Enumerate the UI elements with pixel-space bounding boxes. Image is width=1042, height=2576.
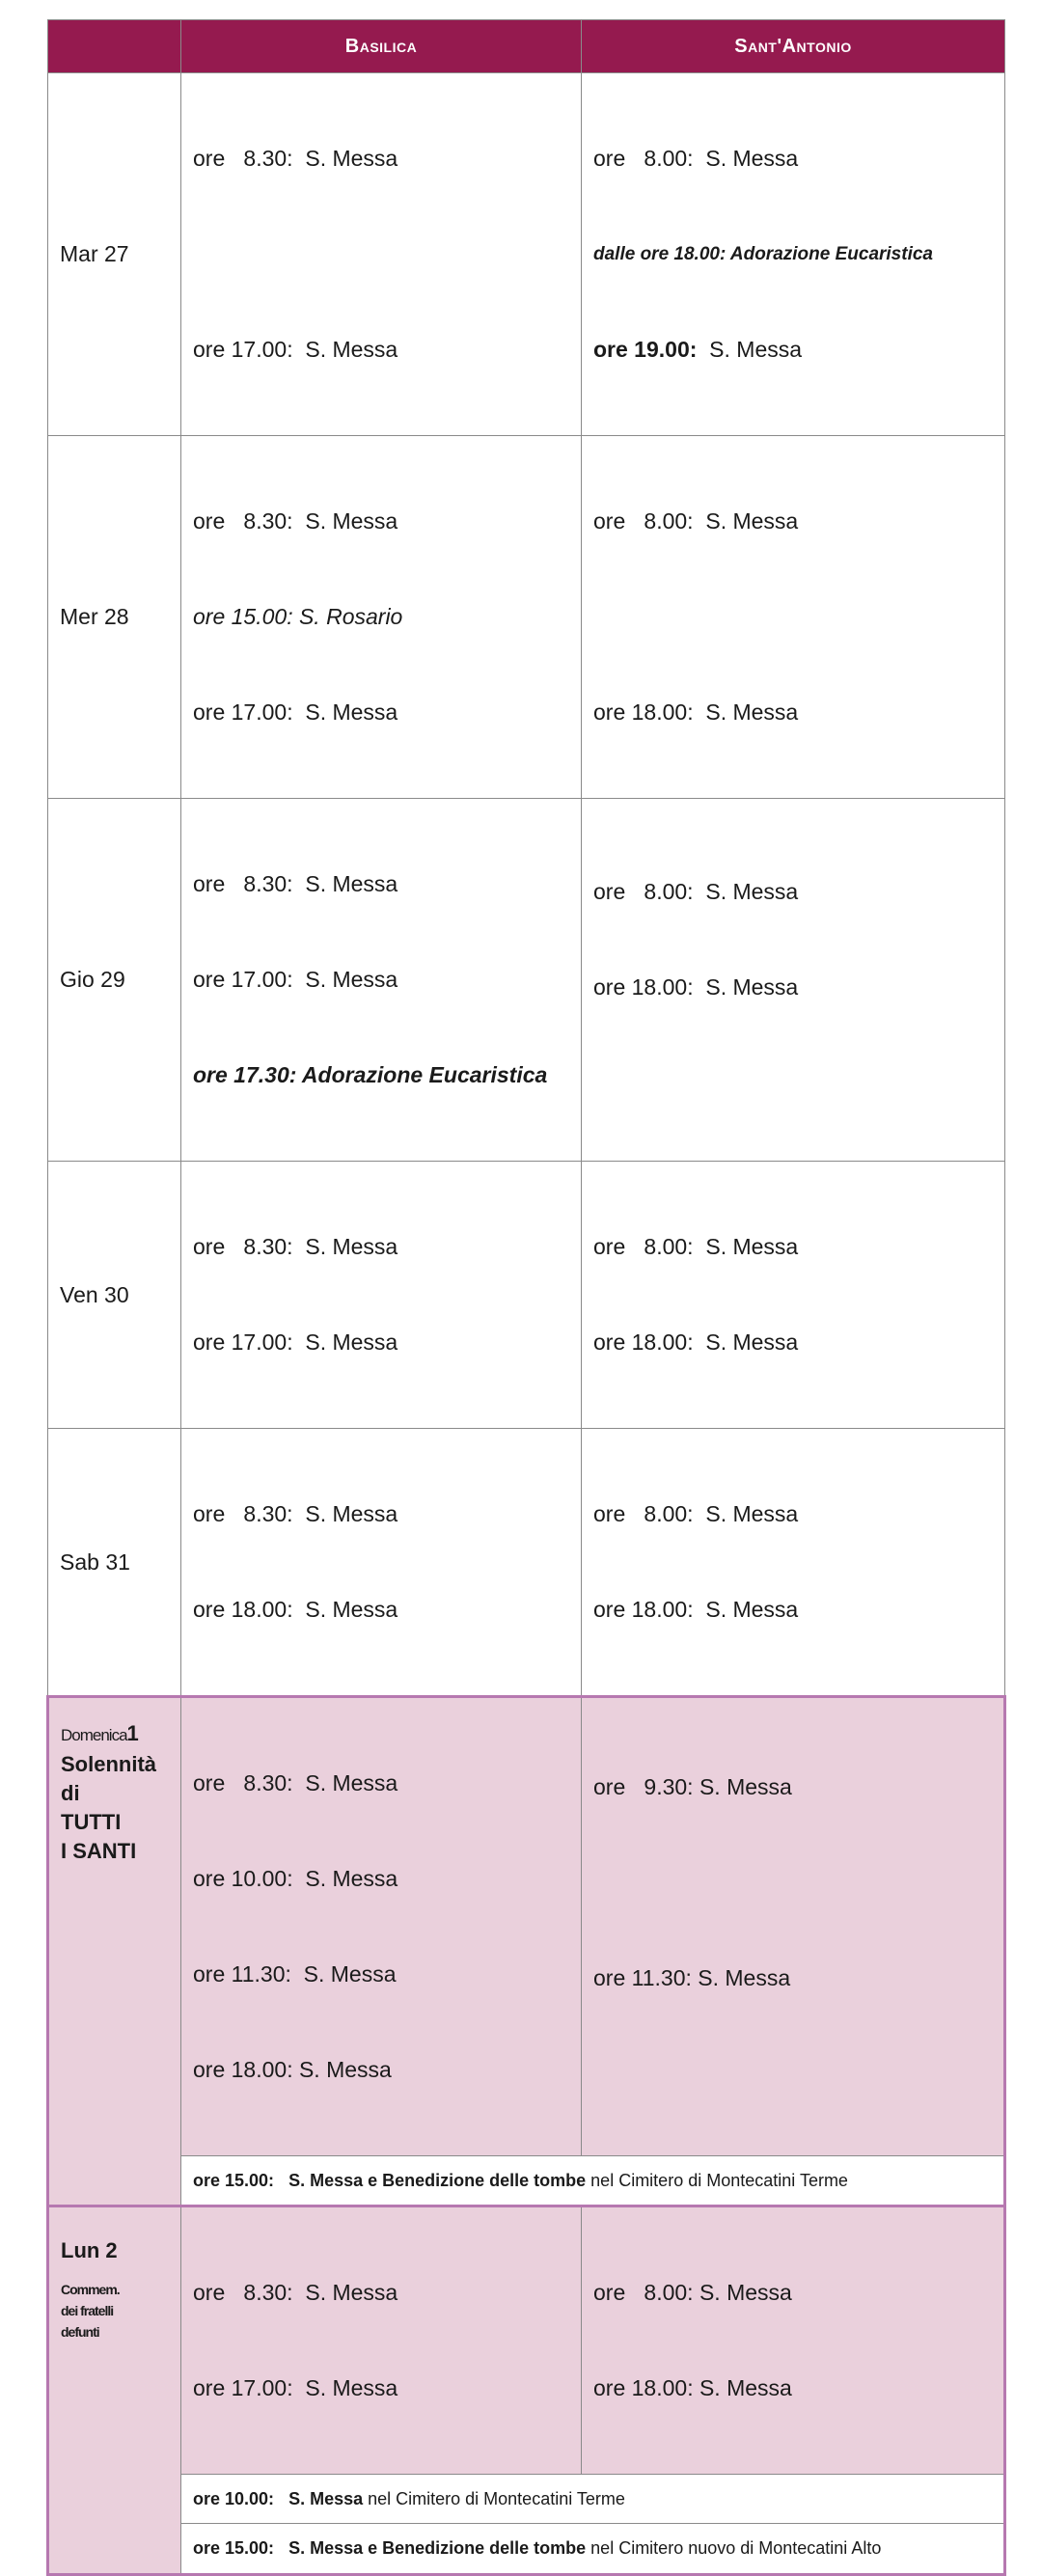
sunday-title-line: TUTTI <box>61 1810 122 1834</box>
monday-cemetery-note <box>181 2475 1005 2524</box>
day-label: Ven 30 <box>48 1162 181 1429</box>
monday-row <box>48 2206 1005 2475</box>
santantonio-cell <box>582 1162 1005 1429</box>
schedule-line: ore 8.30: S. Messa <box>193 1234 398 1259</box>
day-row <box>48 1429 1005 1697</box>
day-label: Mer 28 <box>48 436 181 799</box>
schedule-line: ore 8.00: S. Messa <box>593 879 799 904</box>
day-label: Gio 29 <box>48 799 181 1162</box>
basilica-cell <box>181 73 582 436</box>
schedule-line: ore 8.30: S. Messa <box>193 1770 398 1795</box>
note-event: S. Messa e Benedizione delle tombe <box>288 2170 587 2190</box>
schedule-line: ore 11.30: S. Messa <box>593 1965 791 1990</box>
schedule-line: ore 8.30: S. Messa <box>193 1501 398 1526</box>
schedule-line <box>193 238 571 270</box>
schedule-line: ore 8.30: S. Messa <box>193 871 398 896</box>
monday-subtitle-line: defunti <box>61 2324 99 2340</box>
day-row <box>48 799 1005 1162</box>
schedule-line: ore 8.00: S. Messa <box>593 508 799 534</box>
note-place: nel Cimitero di Montecatini Terme <box>586 2170 848 2190</box>
day-row <box>48 436 1005 799</box>
mass-schedule-table <box>46 19 1006 2576</box>
day-row <box>48 73 1005 436</box>
schedule-line: ore 8.00: S. Messa <box>593 2280 792 2305</box>
schedule-line: ore 17.00: S. Messa <box>193 337 398 362</box>
schedule-line: ore 17.00: S. Messa <box>193 1329 398 1355</box>
schedule-line: ore 17.00: S. Messa <box>193 967 398 992</box>
day-row <box>48 1162 1005 1429</box>
note-time: ore 15.00: <box>193 2538 275 2558</box>
schedule-line <box>593 334 995 366</box>
day-label: Sab 31 <box>48 1429 181 1697</box>
santantonio-cell <box>582 799 1005 1162</box>
basilica-cell <box>181 1429 582 1697</box>
schedule-line: ore 17.00: S. Messa <box>193 699 398 725</box>
schedule-line: ore 15.00: S. Rosario <box>193 604 403 629</box>
monday-subtitle-line: Commem. <box>61 2282 120 2297</box>
header-corner <box>48 20 181 73</box>
schedule-line: ore 18.00: S. Messa <box>193 2057 392 2082</box>
schedule-line: ore 8.30: S. Messa <box>193 146 398 171</box>
schedule-line: ore 8.00: S. Messa <box>593 1234 799 1259</box>
schedule-line: ore 8.30: S. Messa <box>193 508 398 534</box>
santantonio-cell <box>582 436 1005 799</box>
header-row <box>48 20 1005 73</box>
santantonio-cell <box>582 1429 1005 1697</box>
schedule-line: ore 8.00: S. Messa <box>593 146 799 171</box>
schedule-document <box>46 19 1003 2576</box>
basilica-cell <box>181 799 582 1162</box>
header-basilica: Basilica <box>181 20 582 73</box>
monday-label <box>48 2206 181 2575</box>
schedule-line: ore 8.30: S. Messa <box>193 2280 398 2305</box>
schedule-line: ore 10.00: S. Messa <box>193 1866 398 1891</box>
sunday-title-line: di <box>61 1781 80 1805</box>
schedule-line: ore 17.30: Adorazione Eucaristica <box>193 1062 548 1087</box>
santantonio-cell <box>582 1697 1005 2156</box>
sunday-title-line: I SANTI <box>61 1839 137 1863</box>
santantonio-cell <box>582 2206 1005 2475</box>
schedule-line: ore 8.00: S. Messa <box>593 1501 799 1526</box>
note-event: S. Messa <box>288 2488 364 2508</box>
schedule-line: ore 18.00: S. Messa <box>593 974 799 1000</box>
sunday-label <box>48 1697 181 2206</box>
sunday-label-heading <box>61 1719 180 1750</box>
sunday-title-line: Solennità <box>61 1752 157 1776</box>
basilica-cell <box>181 436 582 799</box>
note-place: nel Cimitero di Montecatini Terme <box>363 2488 625 2508</box>
schedule-line: ore 18.00: S. Messa <box>593 1597 799 1622</box>
monday-cemetery-note <box>181 2524 1005 2575</box>
sunday-row <box>48 1697 1005 2156</box>
monday-subtitle-line: dei fratelli <box>61 2303 114 2318</box>
basilica-cell <box>181 1162 582 1429</box>
santantonio-cell <box>582 73 1005 436</box>
sunday-extra-row <box>48 2156 1005 2206</box>
schedule-line: ore 9.30: S. Messa <box>593 1774 792 1799</box>
day-label: Mar 27 <box>48 73 181 436</box>
schedule-time: ore 19.00: <box>593 337 698 362</box>
sunday-cemetery-note <box>181 2156 1005 2206</box>
schedule-line: ore 18.00: S. Messa <box>593 2375 792 2400</box>
schedule-line: ore 18.00: S. Messa <box>193 1597 398 1622</box>
schedule-line: ore 18.00: S. Messa <box>593 1329 799 1355</box>
basilica-cell <box>181 1697 582 2156</box>
monday-title: Lun 2 <box>61 2238 118 2262</box>
note-time: ore 15.00: <box>193 2170 275 2190</box>
schedule-line <box>593 601 995 633</box>
schedule-event: S. Messa <box>697 337 803 362</box>
sunday-number: 1 <box>126 1721 139 1745</box>
note-event: S. Messa e Benedizione delle tombe <box>288 2538 587 2558</box>
note-place: nel Cimitero nuovo di Montecatini Alto <box>586 2538 882 2558</box>
schedule-line: ore 17.00: S. Messa <box>193 2375 398 2400</box>
schedule-line: ore 11.30: S. Messa <box>193 1961 397 1987</box>
monday-extra-row <box>48 2524 1005 2575</box>
schedule-line <box>593 1867 994 1899</box>
schedule-line: dalle ore 18.00: Adorazione Eucaristica <box>593 244 933 264</box>
monday-extra-row <box>48 2475 1005 2524</box>
header-santantonio: Sant'Antonio <box>582 20 1005 73</box>
schedule-line: ore 18.00: S. Messa <box>593 699 799 725</box>
basilica-cell <box>181 2206 582 2475</box>
note-time: ore 10.00: <box>193 2488 275 2508</box>
sunday-word: Domenica <box>61 1726 127 1744</box>
